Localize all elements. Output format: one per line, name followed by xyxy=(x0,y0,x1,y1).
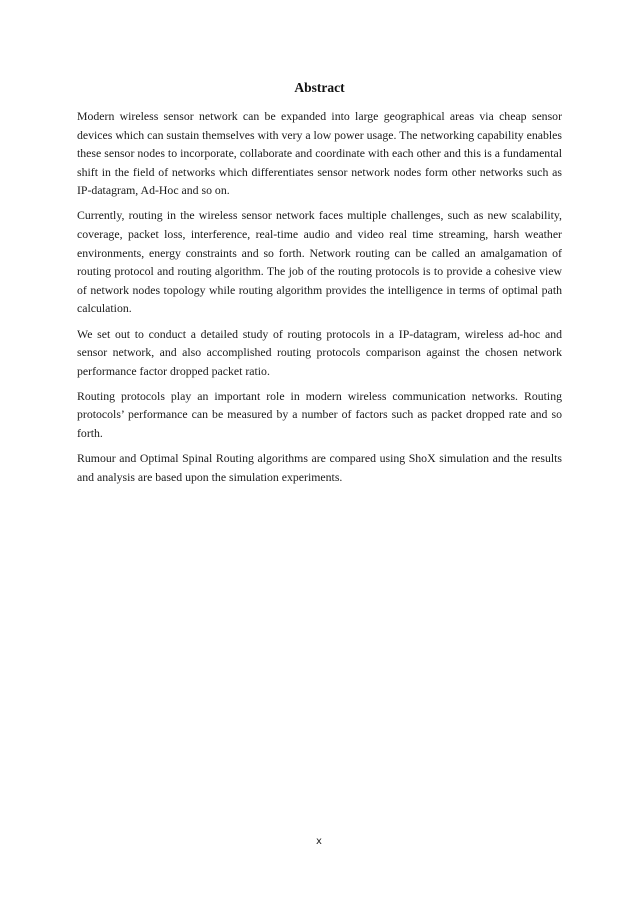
abstract-paragraph-1: Modern wireless sensor network can be expanded into large geographical areas via cheap sensor devices which can sustain themselves with very a low power usage. The networking capability enables these sensor nodes to incorporate, collaborate and coordinate with each other and this is a fundamental shift in the field of networks which differentiates sensor network nodes form other networks such as IP-datagram, Ad-Hoc and so on. xyxy=(77,109,562,198)
abstract-heading: Abstract xyxy=(294,80,345,95)
abstract-paragraph-2: Currently, routing in the wireless sensor network faces multiple challenges, such as new scalability, coverage, packet loss, interference, real-time audio and video real time streaming, harsh weather environments, energy constraints and so forth. Network routing can be called an amalgamation of routing protocol and routing algorithm. The job of the routing protocols is to provide a cohesive view of network nodes topology while routing algorithm provides the intelligence in terms of optimal path calculation. xyxy=(77,208,562,316)
abstract-section xyxy=(77,80,562,493)
page-number: x xyxy=(316,836,322,847)
abstract-paragraph-4: Routing protocols play an important role in modern wireless communication networks. Routing protocols’ performance can be measured by a number of factors such as packet dropped rate and so forth. xyxy=(77,388,562,440)
abstract-paragraph-5: Rumour and Optimal Spinal Routing algorithms are compared using ShoX simulation and the results and analysis are based upon the simulation experiments. xyxy=(77,451,562,484)
abstract-paragraph-3: We set out to conduct a detailed study of routing protocols in a IP-datagram, wireless ad-hoc and sensor network, and also accomplished routing protocols comparison against the chosen network performance factor dropped packet ratio. xyxy=(77,326,562,378)
